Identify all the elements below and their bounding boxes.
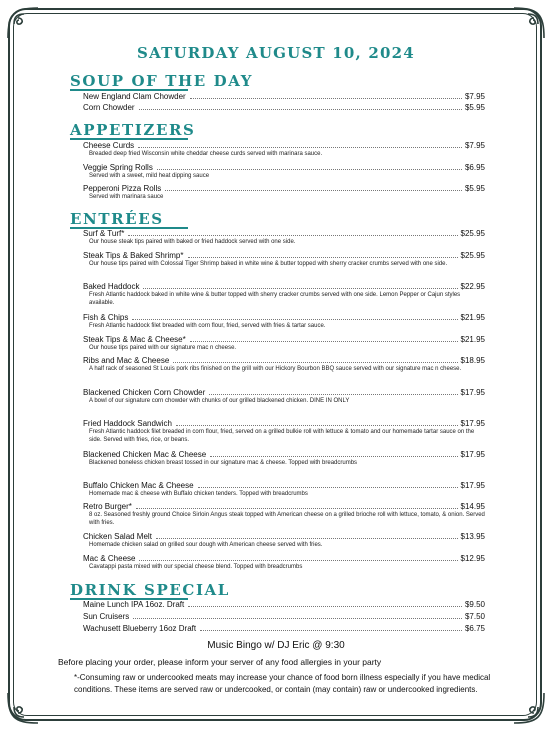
item-name: Veggie Spring Rolls	[83, 163, 153, 172]
item-price: $6.95	[464, 163, 485, 172]
item-price: $25.95	[460, 229, 485, 238]
corner-ornament-icon	[4, 689, 42, 727]
item-price: $12.95	[460, 554, 485, 563]
corner-ornament-icon	[510, 689, 548, 727]
appetizer-item	[83, 184, 485, 201]
item-price: $7.50	[464, 612, 485, 621]
item-price: $18.95	[460, 356, 485, 365]
item-description: A half rack of seasoned St Louis pork ribs finished on the grill with our Hickory Bourbon BBQ sauce served with our signature mac n cheese.	[89, 366, 462, 372]
item-description: Our house steak tips paired with baked or fried haddock served with one side.	[89, 239, 296, 245]
item-name: Blackened Chicken Mac & Cheese	[83, 450, 207, 459]
event-announcement: Music Bingo w/ DJ Eric @ 9:30	[207, 640, 345, 651]
item-description: Our house tips paired with Colossal Tiger Shrimp baked in white wine & butter topped with sherry cracker crumbs served with one side.	[89, 261, 448, 267]
item-price: $5.95	[464, 184, 485, 193]
item-name: Wachusett Blueberry 16oz Draft	[83, 624, 197, 633]
entree-item	[83, 356, 485, 373]
item-name: Buffalo Chicken Mac & Cheese	[83, 481, 194, 490]
item-name: Corn Chowder	[83, 103, 135, 112]
consumption-warning: *-Consuming raw or undercooked meats may increase your chance of food born illness especially if you have medical conditions. These items are served raw or undercooked, or contain (may contain) raw or undercooked ingredients.	[74, 673, 491, 694]
item-name: Cheese Curds	[83, 141, 135, 150]
item-description: Homemade chicken salad on grilled sour dough with American cheese served with fries.	[89, 542, 323, 548]
drink-item	[83, 612, 485, 621]
entree-item	[83, 335, 485, 352]
item-name: Chicken Salad Melt	[83, 532, 152, 541]
drink-item	[83, 600, 485, 609]
item-name: Baked Haddock	[83, 282, 140, 291]
item-name: Maine Lunch IPA 16oz. Draft	[83, 600, 185, 609]
item-price: $13.95	[460, 532, 485, 541]
allergy-notice: Before placing your order, please inform your server of any food allergies in your party	[58, 657, 382, 667]
corner-ornament-icon	[510, 4, 548, 42]
entrees-heading: ENTRÉES	[70, 210, 188, 229]
entree-item	[83, 251, 485, 268]
entree-item	[83, 554, 485, 571]
item-description: Homemade mac & cheese with Buffalo chicken tenders. Topped with breadcrumbs	[89, 491, 308, 497]
drinks-heading: DRINK SPECIAL	[70, 581, 230, 599]
item-name: Steak Tips & Baked Shrimp*	[83, 251, 184, 260]
item-name: New England Clam Chowder	[83, 92, 186, 101]
item-description: Served with marinara sauce	[89, 194, 164, 200]
item-name: Steak Tips & Mac & Cheese*	[83, 335, 186, 344]
drink-item	[83, 624, 485, 633]
item-name: Retro Burger*	[83, 502, 132, 511]
item-name: Sun Cruisers	[83, 612, 130, 621]
item-name: Surf & Turf*	[83, 229, 125, 238]
item-description: Fresh Atlantic haddock filet breaded with corn flour, fried, served with fries & tartar sauce.	[89, 323, 326, 329]
item-description: Served with a sweet, mild heat dipping sauce	[89, 173, 210, 179]
entree-item	[83, 282, 485, 307]
entree-item	[83, 388, 485, 405]
item-name: Fish & Chips	[83, 313, 129, 322]
item-price: $21.95	[460, 313, 485, 322]
appetizer-item	[83, 163, 485, 180]
item-price: $17.95	[460, 481, 485, 490]
item-price: $25.95	[460, 251, 485, 260]
soup-item	[83, 103, 485, 112]
item-name: Ribs and Mac & Cheese	[83, 356, 170, 365]
entree-item	[83, 229, 485, 246]
entree-item	[83, 450, 485, 467]
item-price: $7.95	[464, 92, 485, 101]
item-description: Our house tips paired with our signature mac n cheese.	[89, 345, 237, 351]
item-price: $14.95	[460, 502, 485, 511]
item-description: Blackened boneless chicken breast tossed in our signature mac & cheese. Topped with breadcrumbs	[89, 460, 358, 466]
entree-item	[83, 313, 485, 330]
item-price: $17.95	[460, 450, 485, 459]
item-price: $17.95	[460, 419, 485, 428]
item-price: $22.95	[460, 282, 485, 291]
item-price: $21.95	[460, 335, 485, 344]
entree-item	[83, 419, 485, 444]
appetizer-item	[83, 141, 485, 158]
corner-ornament-icon	[4, 4, 42, 42]
appetizers-heading: APPETIZERS	[70, 121, 196, 139]
item-price: $6.75	[464, 624, 485, 633]
item-price: $17.95	[460, 388, 485, 397]
item-description: Fresh Atlantic haddock baked in white wine & butter topped with sherry cracker crumbs served with one side. Lemon Pepper or Cajun styles available.	[89, 292, 461, 306]
item-price: $7.95	[464, 141, 485, 150]
item-name: Mac & Cheese	[83, 554, 136, 563]
item-name: Pepperoni Pizza Rolls	[83, 184, 162, 193]
item-name: Blackened Chicken Corn Chowder	[83, 388, 206, 397]
item-description: Cavatappi pasta mixed with our special cheese blend. Topped with breadcrumbs	[89, 564, 303, 570]
entree-item	[83, 532, 485, 549]
item-price: $5.95	[464, 103, 485, 112]
item-price: $9.50	[464, 600, 485, 609]
item-description: A bowl of our signature corn chowder with chunks of our grilled blackened chicken. DINE IN ONLY	[89, 398, 350, 404]
soup-heading: SOUP OF THE DAY	[70, 72, 254, 90]
item-name: Fried Haddock Sandwich	[83, 419, 172, 428]
entree-item	[83, 481, 485, 498]
menu-date-title: SATURDAY AUGUST 10, 2024	[137, 44, 415, 62]
item-description: Fresh Atlantic haddock filet breaded in corn flour, fried, served on a grilled bulkie roll with lettuce & tomato and our homemade tartar sauce on the side. Served with fries, rice, or beans.	[89, 429, 475, 443]
soup-item	[83, 92, 485, 101]
entree-item	[83, 502, 485, 527]
item-description: 8 oz. Seasoned freshly ground Choice Sirloin Angus steak topped with American cheese on a grilled brioche roll with lettuce, tomato, & onion. Served with fries.	[89, 512, 485, 526]
item-description: Breaded deep fried Wisconsin white cheddar cheese curds served with marinara sauce.	[89, 151, 323, 157]
